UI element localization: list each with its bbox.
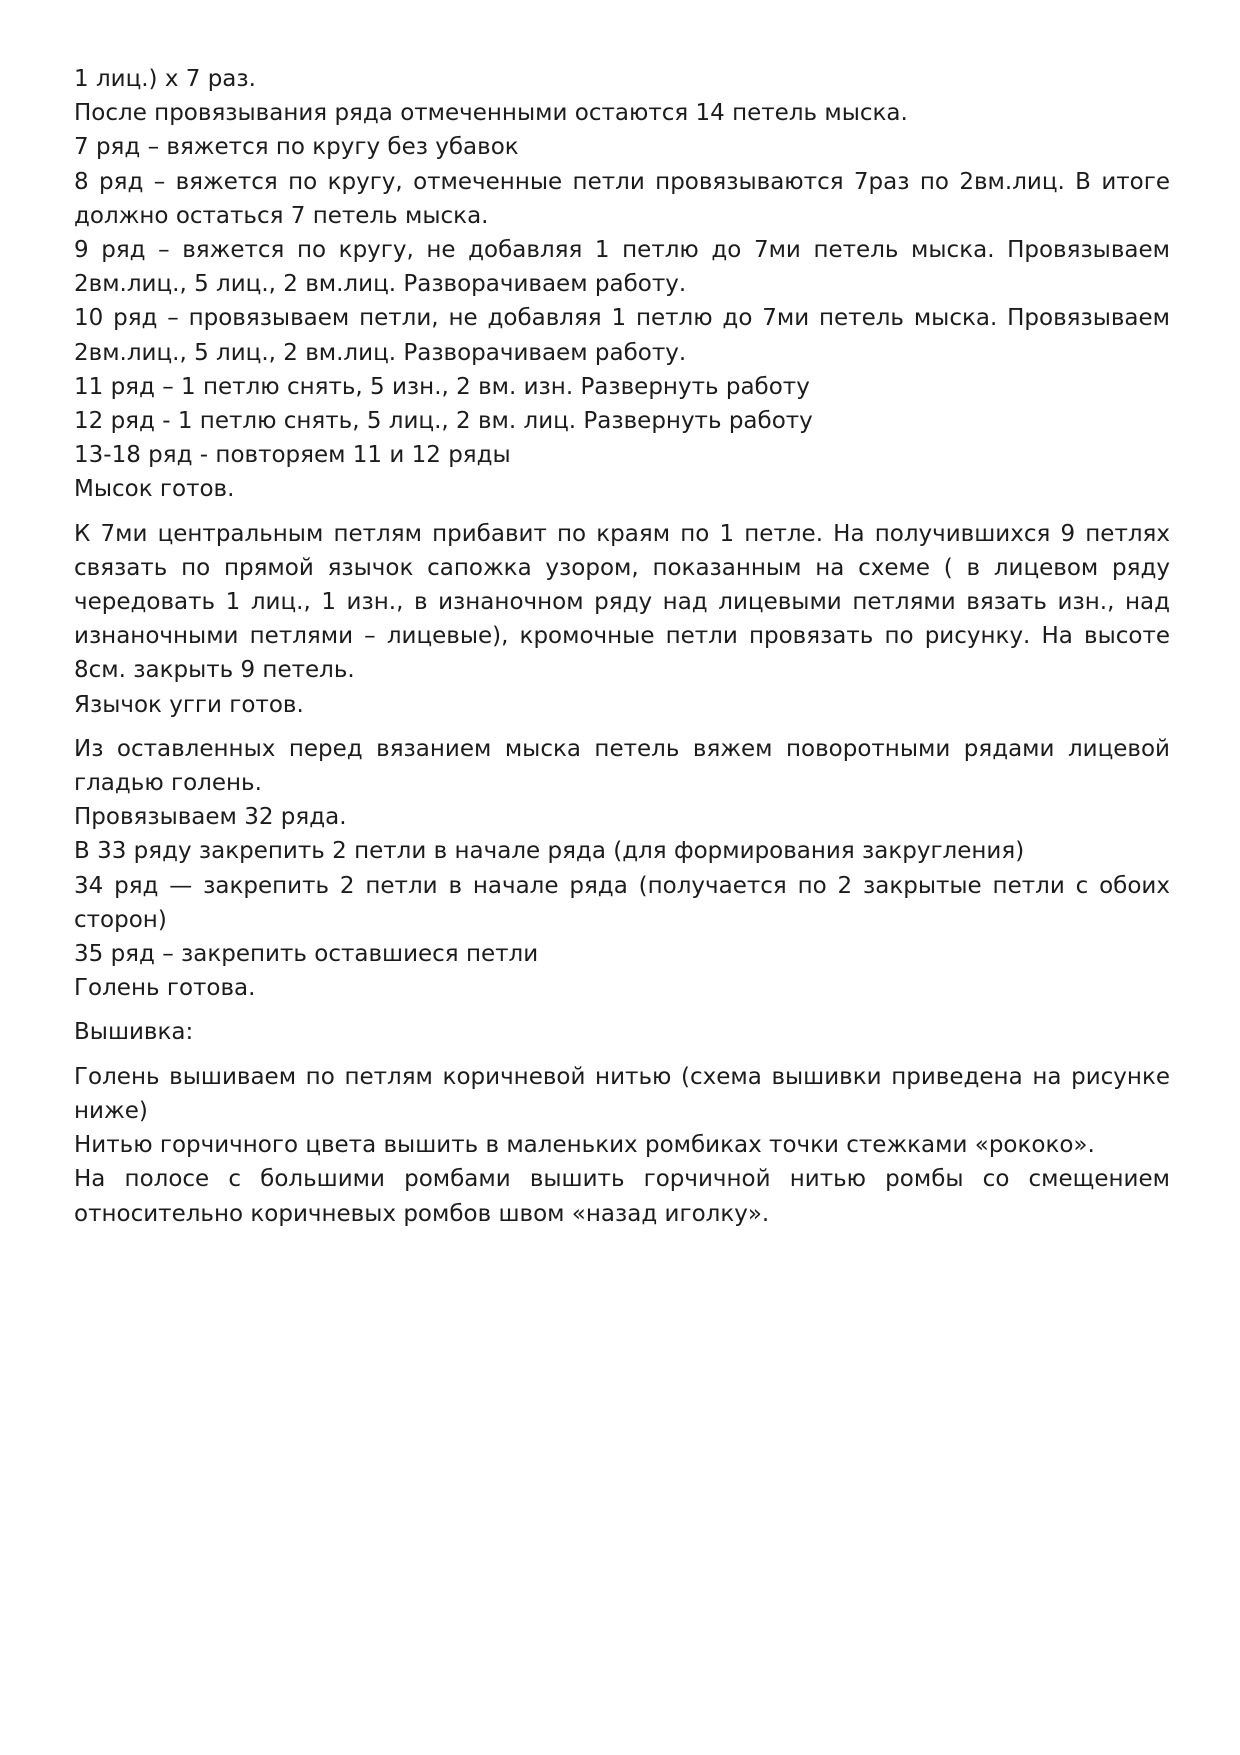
- paragraph: [74, 1128, 1170, 1162]
- text-line: 7 ряд – вяжется по кругу без убавок: [74, 134, 519, 161]
- text-line: 12 ряд - 1 петлю снять, 5 лиц., 2 вм. лиц. Развернуть работу: [74, 408, 813, 435]
- text-line: В 33 ряду закрепить 2 петли в начале ряда (для формирования закругления): [74, 838, 1025, 865]
- text-line: Из оставленных перед вязанием мыска петель вяжем поворотными рядами лицевой гладью голень.: [74, 735, 1170, 797]
- paragraph-gap: [74, 1005, 1170, 1015]
- text-line: Голень вышиваем по петлям коричневой нитью (схема вышивки приведена на рисунке ниже): [74, 1063, 1170, 1124]
- paragraph: [74, 937, 1170, 1005]
- paragraph: [74, 732, 1170, 800]
- paragraph-gap: [74, 507, 1170, 517]
- text-line: Нитью горчичного цвета вышить в маленьких ромбиках точки стежками «рококо».: [74, 1132, 1095, 1159]
- paragraph: [74, 62, 1170, 165]
- paragraph: [74, 1162, 1170, 1230]
- paragraph: [74, 1060, 1170, 1128]
- text-line: 1 лиц.) х 7 раз.: [74, 66, 256, 92]
- text-line: 11 ряд – 1 петлю снять, 5 изн., 2 вм. изн. Развернуть работу: [74, 373, 810, 400]
- paragraph: [74, 688, 1170, 722]
- text-line: Провязываем 32 ряда.: [74, 804, 347, 831]
- text-line: 9 ряд – вяжется по кругу, не добавляя 1 петлю до 7ми петель мыска. Провязываем 2вм.лиц., 5 лиц., 2 вм.лиц. Разворачиваем работу.: [74, 237, 1170, 298]
- text-line: К 7ми центральным петлям прибавит по краям по 1 петле. На получившихся 9 петлях связать по прямой язычок сапожка узором, показанным на схеме ( в лицевом ряду чередовать 1 лиц., 1 изн., в изнаночном ряду над лицевыми петлями вязать изн., над изнаночными петлями – лицевые), кромочные петли провязать по рисунку. На высоте 8см. закрыть 9 петель.: [74, 520, 1170, 684]
- paragraph: [74, 517, 1170, 688]
- text-line: Голень готова.: [74, 975, 256, 1002]
- paragraph-gap: [74, 1050, 1170, 1060]
- paragraph: [74, 800, 1170, 868]
- paragraph: [74, 370, 1170, 507]
- text-line: 35 ряд – закрепить оставшиеся петли: [74, 941, 539, 968]
- text-line: Язычок угги готов.: [74, 691, 304, 718]
- text-line: Мысок готов.: [74, 476, 235, 503]
- paragraph: [74, 1015, 1170, 1049]
- document-page: [74, 62, 1170, 1231]
- text-line: 34 ряд — закрепить 2 петли в начале ряда (получается по 2 закрытые петли с обоих сторон): [74, 872, 1170, 933]
- paragraph: [74, 869, 1170, 937]
- text-line: Вышивка:: [74, 1019, 194, 1046]
- text-line: На полосе с большими ромбами вышить горчичной нитью ромбы со смещением относительно коричневых ромбов швом «назад иголку».: [74, 1166, 1170, 1227]
- paragraph: [74, 233, 1170, 301]
- text-line: 8 ряд – вяжется по кругу, отмеченные петли провязываются 7раз по 2вм.лиц. В итоге должно остаться 7 петель мыска.: [74, 168, 1170, 229]
- text-line: 13-18 ряд - повторяем 11 и 12 ряды: [74, 442, 511, 469]
- paragraph: [74, 301, 1170, 369]
- paragraph: [74, 165, 1170, 233]
- paragraph-gap: [74, 722, 1170, 732]
- text-line: 10 ряд – провязываем петли, не добавляя 1 петлю до 7ми петель мыска. Провязываем 2вм.лиц., 5 лиц., 2 вм.лиц. Разворачиваем работу.: [74, 305, 1170, 366]
- text-line: После провязывания ряда отмеченными остаются 14 петель мыска.: [74, 100, 908, 127]
